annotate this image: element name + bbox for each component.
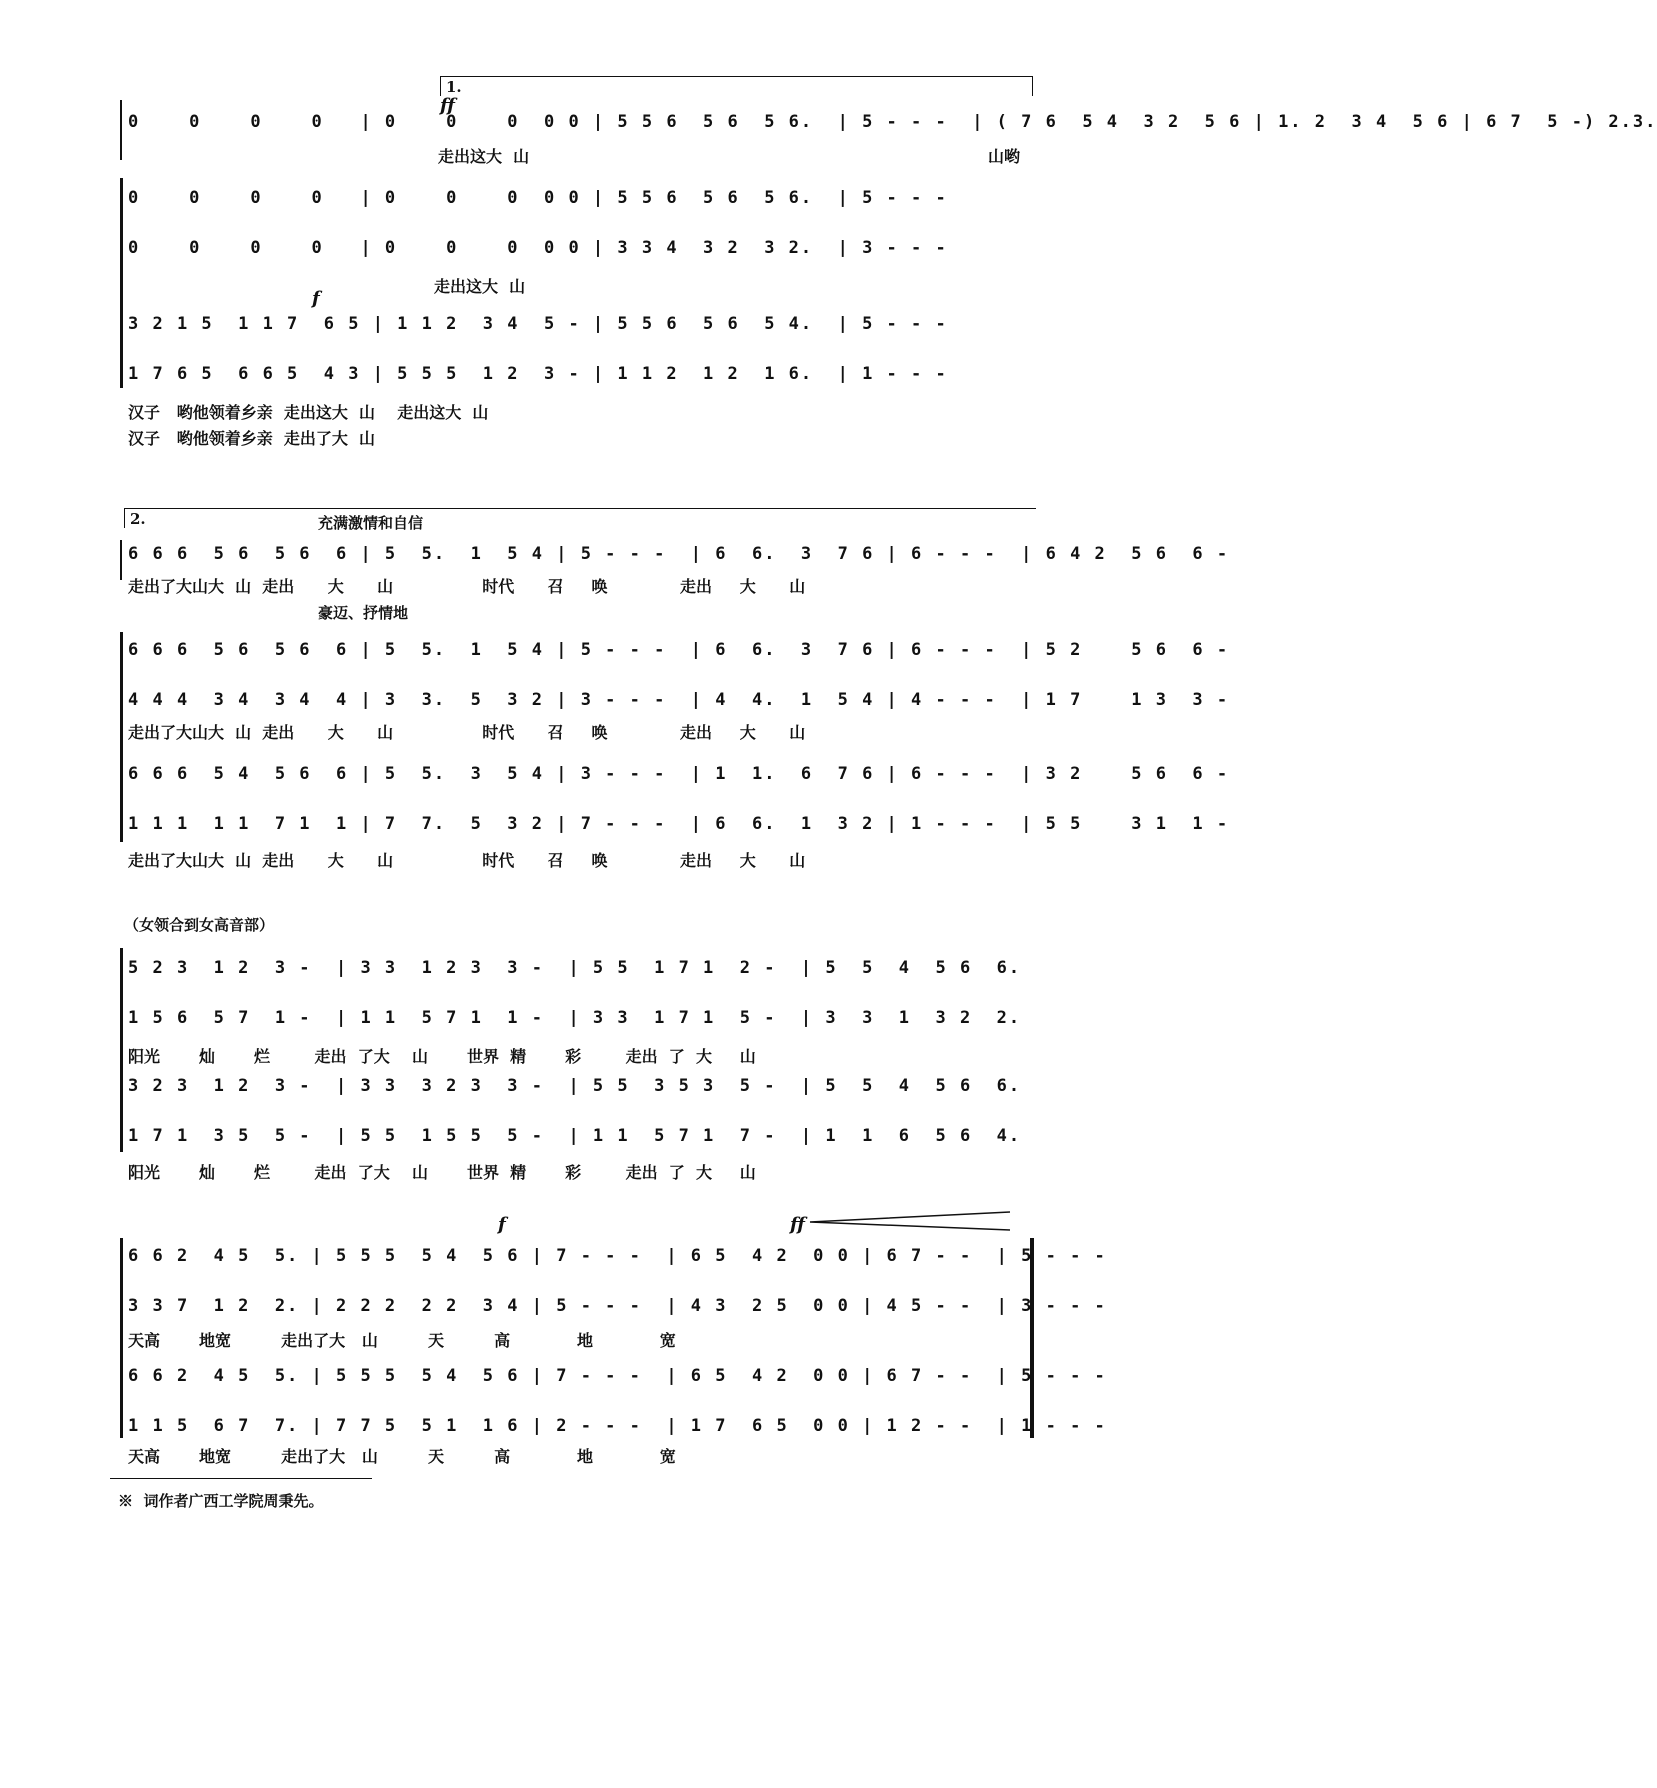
volta-tick (124, 508, 125, 528)
lyric-line: 走出这大 山 (434, 277, 526, 296)
lyric-line: 阳光 灿 烂 走出 了大 山 世界 精 彩 走出 了 大 山 (128, 1163, 756, 1182)
notation-row: 6 6 6 5 6 5 6 6 | 5 5. 1 5 4 | 5 - - - | 6 6. 3 7 6 | 6 - - - | 6 4 2 5 6 6 - (128, 544, 1230, 564)
dynamic-ff: ff (790, 1214, 805, 1235)
section-heading: （女领合到女高音部） (124, 916, 275, 934)
lyric-line: 走出了大山大 山 走出 大 山 时代 召 唤 走出 大 山 (128, 723, 806, 742)
notation-row: 1 7 6 5 6 6 5 4 3 | 5 5 5 1 2 3 - | 1 1 2 1 2 1 6. | 1 - - - (128, 364, 948, 384)
staff-bracket-top (120, 100, 122, 160)
notation-row: 5 2 3 1 2 3 - | 3 3 1 2 3 3 - | 5 5 1 7 1 2 - | 5 5 4 5 6 6. (128, 958, 1022, 978)
staff-bracket (120, 632, 123, 842)
footnote: ※ 词作者广西工学院周秉先。 (118, 1492, 324, 1510)
notation-row: 1 5 6 5 7 1 - | 1 1 5 7 1 1 - | 3 3 1 7 1 5 - | 3 3 1 3 2 2. (128, 1008, 1022, 1028)
lyric-line: 走出了大山大 山 走出 大 山 时代 召 唤 走出 大 山 (128, 851, 806, 870)
notation-row: 6 6 6 5 6 5 6 6 | 5 5. 1 5 4 | 5 - - - | 6 6. 3 7 6 | 6 - - - | 5 2 5 6 6 - (128, 640, 1230, 660)
final-barline (1030, 1238, 1034, 1438)
volta-tick (440, 76, 441, 96)
volta-line (124, 508, 1036, 509)
lyric-line: 走出这大 山 (438, 147, 530, 166)
crescendo-hairpin (800, 1210, 1020, 1234)
staff-bracket-top (120, 540, 122, 580)
lyric-line: 山哟 (988, 147, 1021, 166)
notation-row: 1 1 1 1 1 7 1 1 | 7 7. 5 3 2 | 7 - - - | 6 6. 1 3 2 | 1 - - - | 5 5 3 1 1 - (128, 814, 1230, 834)
notation-row: 0 0 0 0 | 0 0 0 0 0 | 5 5 6 5 6 5 6. | 5 - - - (128, 188, 948, 208)
notation-row: 6 6 6 5 4 5 6 6 | 5 5. 3 5 4 | 3 - - - | 1 1. 6 7 6 | 6 - - - | 3 2 5 6 6 - (128, 764, 1230, 784)
notation-row: 1 7 1 3 5 5 - | 5 5 1 5 5 5 - | 1 1 5 7 1 7 - | 1 1 6 5 6 4. (128, 1126, 1022, 1146)
notation-row: 3 2 1 5 1 1 7 6 5 | 1 1 2 3 4 5 - | 5 5 6 5 6 5 4. | 5 - - - (128, 314, 948, 334)
staff-bracket (120, 1238, 123, 1438)
lyric-line: 汉子 哟他领着乡亲 走出了大 山 (128, 429, 375, 448)
notation-row: 3 3 7 1 2 2. | 2 2 2 2 2 3 4 | 5 - - - | 4 3 2 5 0 0 | 4 5 - - | 3 - - - (128, 1296, 1107, 1316)
dynamic-ff: ff (440, 95, 455, 116)
notation-row: 6 6 2 4 5 5. | 5 5 5 5 4 5 6 | 7 - - - | 6 5 4 2 0 0 | 6 7 - - | 5 - - - (128, 1246, 1107, 1266)
staff-bracket (120, 948, 123, 1152)
lyric-line: 汉子 哟他领着乡亲 走出这大 山 走出这大 山 (128, 403, 489, 422)
lyric-line: 天高 地宽 走出了大 山 天 高 地 宽 (128, 1331, 676, 1350)
dynamic-f: f (498, 1214, 506, 1235)
notation-row: 4 4 4 3 4 3 4 4 | 3 3. 5 3 2 | 3 - - - | 4 4. 1 5 4 | 4 - - - | 1 7 1 3 3 - (128, 690, 1230, 710)
volta-tick-end (1032, 76, 1033, 96)
notation-row: 6 6 2 4 5 5. | 5 5 5 5 4 5 6 | 7 - - - | 6 5 4 2 0 0 | 6 7 - - | 5 - - - (128, 1366, 1107, 1386)
footnote-rule (110, 1478, 372, 1479)
lyric-line: 阳光 灿 烂 走出 了大 山 世界 精 彩 走出 了 大 山 (128, 1047, 756, 1066)
notation-row: 1 1 5 6 7 7. | 7 7 5 5 1 1 6 | 2 - - - | 1 7 6 5 0 0 | 1 2 - - | 1 - - - (128, 1416, 1107, 1436)
volta-label: 1. (446, 78, 462, 96)
notation-row: 0 0 0 0 | 0 0 0 0 0 | 3 3 4 3 2 3 2. | 3 - - - (128, 238, 948, 258)
expression-mark: 充满激情和自信 (318, 514, 424, 532)
dynamic-f: f (312, 288, 320, 309)
expression-mark: 豪迈、抒情地 (318, 604, 409, 622)
notation-row: 0 0 0 0 | 0 0 0 0 0 | 5 5 6 5 6 5 6. | 5 - - - | ( 7 6 5 4 3 2 5 6 | 1. 2 3 4 5 6 | 6 7 5 -) 2.3. (128, 112, 1657, 132)
staff-bracket (120, 178, 123, 388)
notation-row: 3 2 3 1 2 3 - | 3 3 3 2 3 3 - | 5 5 3 5 3 5 - | 5 5 4 5 6 6. (128, 1076, 1022, 1096)
volta-label: 2. (130, 510, 146, 528)
lyric-line: 走出了大山大 山 走出 大 山 时代 召 唤 走出 大 山 (128, 577, 806, 596)
lyric-line: 天高 地宽 走出了大 山 天 高 地 宽 (128, 1447, 676, 1466)
volta-line (440, 76, 1032, 77)
